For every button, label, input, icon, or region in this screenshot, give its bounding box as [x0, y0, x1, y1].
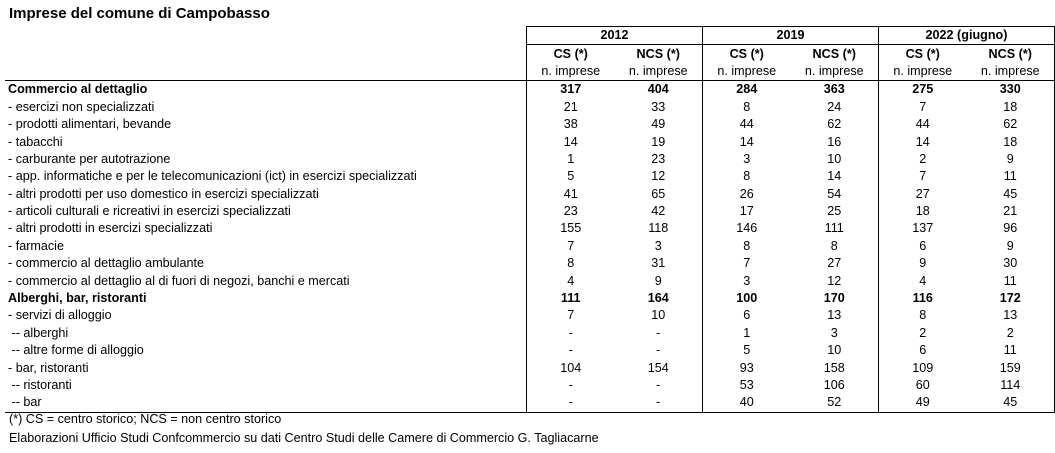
row-value: - [614, 342, 702, 359]
table-row [5, 325, 1055, 342]
row-value: 9 [966, 151, 1054, 168]
row-value: 30 [966, 255, 1054, 272]
row-value: 19 [614, 133, 702, 150]
row-value: 11 [966, 168, 1054, 185]
header-row-years [5, 27, 1055, 45]
row-value: 16 [790, 133, 878, 150]
table-row [5, 133, 1055, 150]
row-label: - commercio al dettaglio ambulante [8, 256, 204, 271]
row-value: 404 [614, 81, 702, 99]
table-row [5, 81, 1055, 99]
row-label: -- altre forme di alloggio [8, 343, 144, 358]
year-header-2012: 2012 [526, 27, 702, 45]
row-value: 62 [966, 116, 1054, 133]
row-value: - [526, 325, 614, 342]
row-value: 11 [966, 272, 1054, 289]
row-value: 9 [614, 272, 702, 289]
row-value: 4 [526, 272, 614, 289]
row-value: 3 [743, 151, 751, 166]
row-value: 3 [614, 238, 702, 255]
row-value: 159 [966, 359, 1054, 376]
table-row [5, 116, 1055, 133]
row-label: - commercio al dettaglio al di fuori di negozi, banchi e mercati [8, 273, 350, 288]
header-row-cols [5, 45, 1055, 63]
table-row [5, 272, 1055, 289]
row-label: - bar, ristoranti [8, 360, 89, 375]
row-value: 1 [526, 151, 614, 168]
row-value: - [526, 342, 614, 359]
row-value: 317 [526, 81, 614, 99]
row-value: 45 [966, 394, 1054, 412]
row-value: 111 [526, 290, 614, 307]
row-value: 44 [915, 117, 930, 132]
col-ncs-2012: NCS (*) [614, 45, 702, 63]
row-value: 44 [739, 117, 754, 132]
row-value: 154 [614, 359, 702, 376]
unit-ncs-2012: n. imprese [614, 63, 702, 81]
row-value: 41 [526, 186, 614, 203]
row-value: 275 [912, 82, 934, 97]
row-value: 23 [614, 151, 702, 168]
row-value: 3 [790, 325, 878, 342]
row-value: 18 [966, 133, 1054, 150]
row-value: 24 [790, 99, 878, 116]
row-value: 170 [790, 290, 878, 307]
row-value: 38 [526, 116, 614, 133]
table-row [5, 394, 1055, 412]
row-value: 8 [919, 308, 927, 323]
row-label: - carburante per autotrazione [8, 151, 171, 166]
table-row [5, 186, 1055, 203]
row-label: - prodotti alimentari, bevande [8, 117, 172, 132]
table-row [5, 377, 1055, 394]
table-row [5, 151, 1055, 168]
row-value: 10 [790, 342, 878, 359]
header-row-units [5, 63, 1055, 81]
row-value: 114 [966, 377, 1054, 394]
row-value: 11 [966, 342, 1054, 359]
row-value: 158 [790, 359, 878, 376]
row-value: 21 [966, 203, 1054, 220]
row-label: - articoli culturali e ricreativi in esercizi specializzati [8, 204, 291, 219]
row-value: 363 [790, 81, 878, 99]
row-value: 111 [790, 220, 878, 237]
row-value: 25 [790, 203, 878, 220]
row-label: Alberghi, bar, ristoranti [8, 291, 147, 306]
footnote: (*) CS = centro storico; NCS = non centro storico [9, 412, 282, 426]
row-value: 27 [790, 255, 878, 272]
row-value: 40 [702, 394, 790, 412]
row-value: 14 [790, 168, 878, 185]
row-value: 18 [915, 204, 930, 219]
row-value: 7 [919, 169, 927, 184]
row-value: 106 [790, 377, 878, 394]
row-value: 10 [614, 307, 702, 324]
row-value: 172 [966, 290, 1054, 307]
row-value: 8 [743, 99, 751, 114]
row-value: 23 [526, 203, 614, 220]
row-value: 116 [912, 291, 933, 306]
table-row [5, 238, 1055, 255]
row-value: 137 [912, 221, 934, 236]
row-value: 155 [526, 220, 614, 237]
row-value: 2 [919, 151, 927, 166]
row-value: 146 [736, 221, 758, 236]
unit-ncs-2022: n. imprese [966, 63, 1054, 81]
row-value: 12 [790, 272, 878, 289]
row-value: 7 [526, 238, 614, 255]
row-value: 7 [526, 307, 614, 324]
row-value: - [614, 325, 702, 342]
col-ncs-2019: NCS (*) [790, 45, 878, 63]
unit-ncs-2019: n. imprese [790, 63, 878, 81]
unit-cs-2022: n. imprese [878, 63, 966, 81]
row-value: 54 [790, 186, 878, 203]
row-label: - tabacchi [8, 134, 63, 149]
row-label: - esercizi non specializzati [8, 99, 155, 114]
row-value: 13 [790, 307, 878, 324]
row-value: 7 [743, 256, 751, 271]
table-row [5, 220, 1055, 237]
row-value: 53 [739, 378, 754, 392]
row-label: - servizi di alloggio [8, 308, 112, 323]
row-value: 8 [790, 238, 878, 255]
row-value: - [614, 377, 702, 394]
table-row [5, 342, 1055, 359]
row-value: 118 [614, 220, 702, 237]
row-label: - farmacie [8, 238, 64, 253]
col-ncs-2022: NCS (*) [966, 45, 1054, 63]
row-value: 17 [739, 204, 754, 219]
row-value: 14 [739, 134, 754, 149]
row-value: 52 [790, 394, 878, 412]
row-value: 45 [966, 186, 1054, 203]
source-note: Elaborazioni Ufficio Studi Confcommercio su dati Centro Studi delle Camere di Commercio G. Tagliacarne [9, 431, 599, 445]
table-row [5, 359, 1055, 376]
row-value: 330 [966, 81, 1054, 99]
table-row [5, 99, 1055, 116]
row-label: -- alberghi [8, 325, 69, 340]
row-value: 1 [743, 325, 751, 340]
row-value: 3 [743, 273, 751, 288]
row-value: 21 [526, 99, 614, 116]
row-value: 96 [966, 220, 1054, 237]
table-row [5, 203, 1055, 220]
table-row [5, 290, 1055, 307]
row-value: 27 [915, 186, 930, 201]
row-value: 93 [739, 360, 754, 375]
row-label: -- ristoranti [8, 378, 72, 392]
row-value: 8 [526, 255, 614, 272]
row-value: - [614, 394, 702, 412]
row-label: - altri prodotti in esercizi specializzati [8, 221, 213, 236]
col-cs-2012: CS (*) [526, 45, 614, 63]
row-value: 109 [912, 360, 934, 375]
col-cs-2019: CS (*) [729, 46, 764, 61]
row-value: 6 [743, 308, 751, 323]
row-value: 104 [526, 359, 614, 376]
row-value: 6 [919, 343, 927, 358]
year-header-2022: 2022 (giugno) [878, 27, 1054, 45]
row-value: 18 [966, 99, 1054, 116]
row-value: 14 [915, 134, 930, 149]
row-label: - altri prodotti per uso domestico in esercizi specializzati [8, 186, 319, 201]
row-value: 14 [526, 133, 614, 150]
table-row [5, 168, 1055, 185]
year-header-2019: 2019 [702, 27, 878, 45]
row-value: 2 [966, 325, 1054, 342]
row-value: - [526, 394, 614, 412]
row-value: 49 [614, 116, 702, 133]
row-value: 10 [790, 151, 878, 168]
row-value: 60 [915, 378, 930, 392]
row-value: 284 [736, 82, 758, 97]
row-value: 8 [743, 169, 751, 184]
row-label: -- bar [5, 394, 526, 412]
row-value: 13 [966, 307, 1054, 324]
row-value: 12 [614, 168, 702, 185]
row-value: 26 [739, 186, 754, 201]
row-value: 2 [919, 325, 927, 340]
unit-cs-2012: n. imprese [526, 63, 614, 81]
col-cs-2022: CS (*) [905, 46, 940, 61]
row-value: 5 [743, 343, 751, 358]
unit-cs-2019: n. imprese [702, 63, 790, 81]
imprese-table [5, 26, 1055, 413]
row-value: 8 [743, 238, 751, 253]
row-value: 7 [919, 99, 927, 114]
row-value: 49 [878, 394, 966, 412]
table-row [5, 255, 1055, 272]
row-value: 31 [614, 255, 702, 272]
row-value: 4 [919, 273, 927, 288]
row-value: 164 [614, 290, 702, 307]
row-value: 100 [736, 291, 758, 306]
row-value: 6 [919, 238, 927, 253]
row-value: 9 [966, 238, 1054, 255]
table-title: Imprese del comune di Campobasso [9, 5, 270, 22]
row-value: 62 [790, 116, 878, 133]
row-label: Commercio al dettaglio [8, 82, 148, 97]
row-value: 33 [614, 99, 702, 116]
row-value: 5 [526, 168, 614, 185]
table-row [5, 307, 1055, 324]
row-value: - [526, 377, 614, 394]
row-value: 9 [919, 256, 927, 271]
row-value: 42 [614, 203, 702, 220]
row-label: - app. informatiche e per le telecomunicazioni (ict) in esercizi specializzati [8, 169, 417, 184]
row-value: 65 [614, 186, 702, 203]
